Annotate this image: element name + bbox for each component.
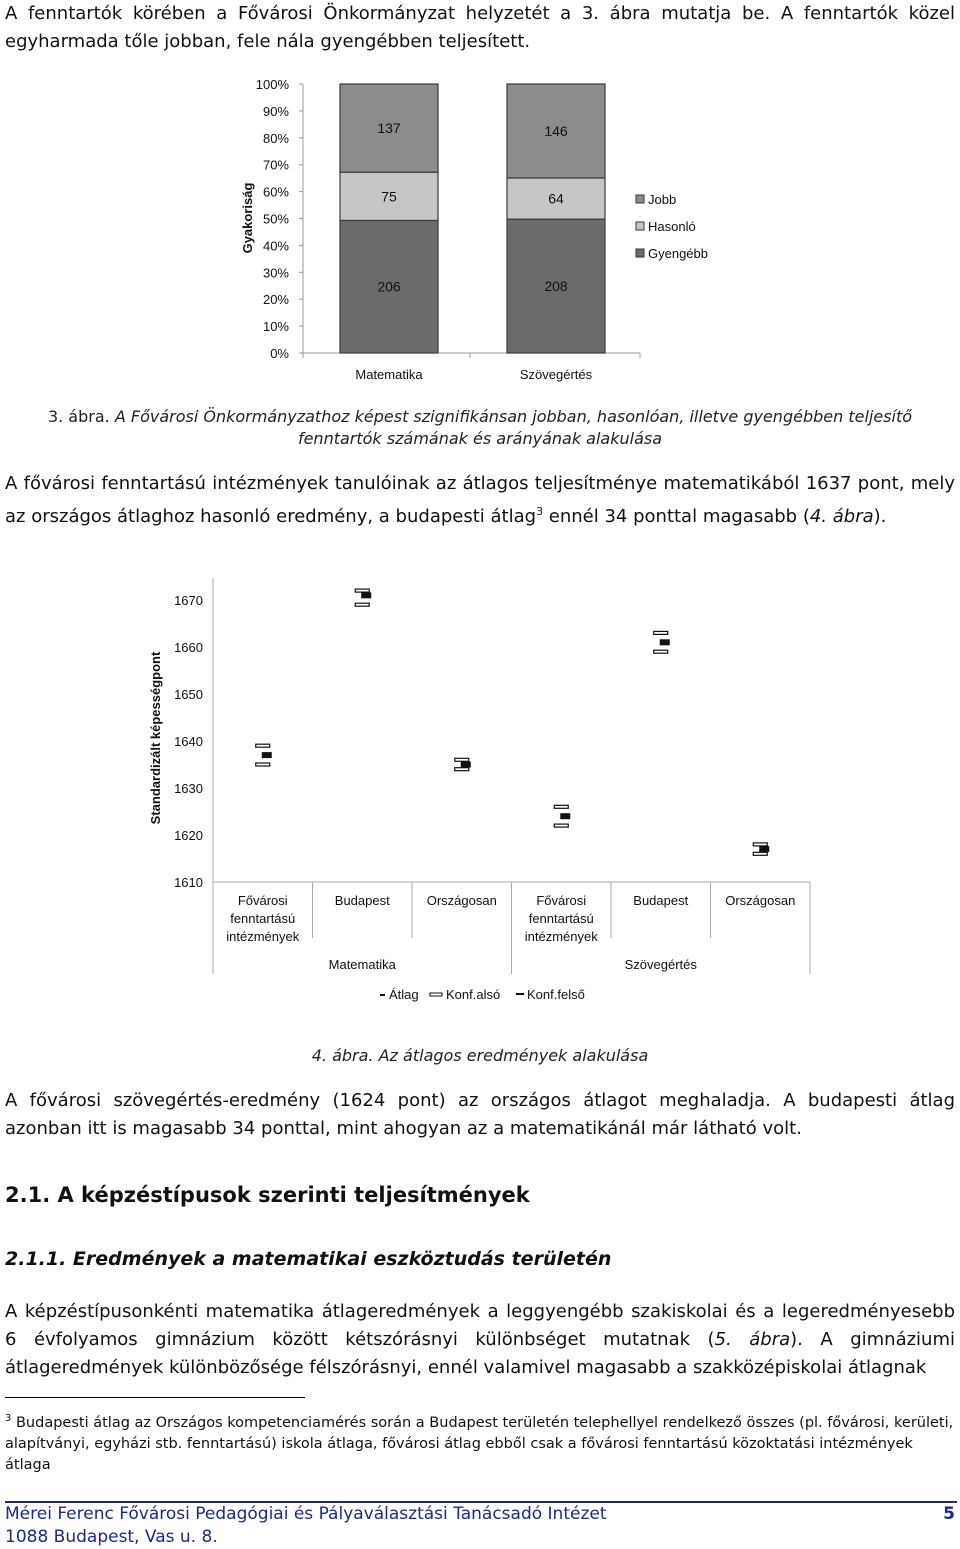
- chart1-data-label: 75: [381, 188, 397, 205]
- footnote-text: Budapesti átlag az Országos kompetenciamérés során a Budapest területén telephellyel rendelkező összes (pl. fővárosi, kerületi, alapítványi, egyházi stb. fenntartású) iskola átlaga, fővárosi átlag ebből csak a fővárosi fenntartású közoktatási intézmények átlaga: [5, 1415, 954, 1473]
- chart1-y-tick-label: 60%: [262, 184, 289, 200]
- chart1-y-tick-label: 100%: [255, 77, 289, 92]
- chart2-y-tick-label: 1620: [174, 828, 203, 843]
- chart1-data-label: 208: [544, 278, 568, 295]
- chart2-average-mark: [262, 752, 272, 758]
- chart2-category-label: Országosan: [426, 893, 497, 908]
- chart2-upper-bound-mark: [753, 843, 767, 846]
- footnote-ref: 3: [536, 505, 544, 518]
- chart2-average-mark: [361, 592, 371, 598]
- chart2-group-label: Szövegértés: [624, 957, 697, 972]
- intro-paragraph: A fenntartók körében a Fővárosi Önkormányzat helyzetét a 3. ábra mutatja be. A fenntartók közel egyharmada tőle jobban, fele nála gyengébben teljesített.: [5, 3, 955, 52]
- chart1-y-tick-label: 70%: [262, 157, 289, 173]
- paragraph-training-end: ). A gimnáziumi átlageredmények különbözősége félszórásnyi, ennél valamivel magasabb a szakközépiskolai átlagnak: [5, 1329, 955, 1378]
- chart2-category-label: Budapest: [633, 893, 689, 908]
- chart2-category-label: Országosan: [725, 893, 796, 908]
- chart1-y-tick-label: 0%: [270, 346, 289, 361]
- chart2-upper-bound-mark: [355, 589, 369, 592]
- chart2-legend-swatch-upper: [516, 993, 524, 995]
- paragraph-math-average: [5, 470, 955, 531]
- chart2-average-mark: [560, 813, 570, 819]
- paragraph-reading: A fővárosi szövegértés-eredmény (1624 pont) az országos átlagot meghaladja. A budapesti átlag azonban itt is magasabb 34 ponttal, mint ahogyan az a matematikánál már látható volt.: [5, 1090, 955, 1139]
- chart2-average-mark: [660, 639, 670, 645]
- chart2-category-label: fenntartású: [230, 911, 296, 926]
- chart2-y-tick-label: 1610: [174, 875, 203, 890]
- chart1-y-tick-label: 50%: [262, 211, 289, 227]
- chart2-upper-bound-mark: [256, 744, 270, 747]
- chart1-y-tick-label: 80%: [262, 130, 289, 146]
- figure4-caption-text: Az átlagos eredmények alakulása: [378, 1046, 649, 1065]
- chart2-lower-bound-mark: [753, 852, 767, 855]
- chart1-y-tick-label: 40%: [262, 238, 289, 254]
- figure4-caption-number: 4. ábra.: [311, 1046, 374, 1065]
- chart1-data-label: 137: [377, 120, 401, 137]
- chart2-average-mark: [759, 846, 769, 852]
- figure3-caption-number: 3. ábra.: [47, 407, 110, 426]
- figure5-ref: 5. ábra: [714, 1329, 791, 1350]
- paragraph-math-end: ).: [873, 506, 887, 527]
- chart2-category-label: Fővárosi: [237, 893, 288, 908]
- chart2-category-label: intézmények: [226, 929, 300, 944]
- chart2-lower-bound-mark: [256, 763, 270, 766]
- chart2-category-label: Budapest: [334, 893, 390, 908]
- chart2-category-label: intézmények: [524, 929, 598, 944]
- chart2-legend-label: Átlag: [389, 987, 419, 1002]
- subsection-heading: 2.1.1. Eredmények a matematikai eszköztudás területén: [5, 1248, 612, 1270]
- figure3-caption: [20, 406, 940, 450]
- chart1-y-axis-label: Gyakoriság: [240, 182, 255, 254]
- paragraph-training-types: [5, 1298, 955, 1382]
- chart1-legend-swatch: [636, 222, 644, 230]
- chart1-category-label: Matematika: [355, 367, 423, 382]
- chart1-data-label: 146: [544, 122, 568, 139]
- chart2-y-tick-label: 1650: [174, 687, 203, 702]
- chart-providers-comparison: [0, 0, 960, 390]
- page-number: 5: [943, 1504, 955, 1524]
- chart2-category-label: fenntartású: [528, 911, 594, 926]
- figure4-caption: [0, 1045, 960, 1067]
- chart-average-results: [0, 560, 960, 1010]
- chart1-data-label: 206: [377, 278, 401, 295]
- footnote-divider: [5, 1397, 305, 1398]
- chart1-legend-label: Gyengébb: [648, 246, 708, 261]
- chart1-data-label: 64: [548, 190, 564, 207]
- chart1-legend-label: Hasonló: [648, 219, 696, 234]
- chart2-lower-bound-mark: [455, 768, 469, 771]
- chart1-y-tick-label: 10%: [262, 319, 289, 335]
- chart2-category-label: Fővárosi: [536, 893, 587, 908]
- chart2-upper-bound-mark: [455, 758, 469, 761]
- chart2-legend-swatch-lower: [430, 993, 442, 996]
- footnote: [5, 1408, 955, 1476]
- page-footer: [5, 1503, 955, 1549]
- chart2-group-label: Matematika: [328, 957, 396, 972]
- chart1-category-label: Szövegértés: [519, 367, 593, 382]
- chart1-y-tick-label: 90%: [262, 103, 289, 119]
- chart2-legend-label: Konf.alsó: [446, 987, 501, 1002]
- paragraph-training-text: A képzéstípusonkénti matematika átlageredmények a leggyengébb szakiskolai és a legeredményesebb 6 évfolyamos gimnázium között kétszórásnyi különbséget mutatnak (: [5, 1301, 955, 1350]
- chart1-y-tick-label: 20%: [262, 292, 289, 308]
- chart2-y-tick-label: 1670: [174, 593, 203, 608]
- footer-institute: Mérei Ferenc Fővárosi Pedagógiai és Pályaválasztási Tanácsadó Intézet: [5, 1504, 607, 1524]
- chart2-y-tick-label: 1640: [174, 734, 203, 749]
- chart2-lower-bound-mark: [654, 650, 668, 653]
- chart2-lower-bound-mark: [554, 824, 568, 827]
- chart1-y-tick-label: 30%: [262, 265, 289, 281]
- chart2-legend-label: Konf.felső: [527, 987, 585, 1002]
- chart2-y-tick-label: 1660: [174, 640, 203, 655]
- footer-address: 1088 Budapest, Vas u. 8.: [5, 1527, 218, 1547]
- section-heading: 2.1. A képzéstípusok szerinti teljesítmények: [5, 1183, 530, 1207]
- chart1-legend-swatch: [636, 249, 644, 257]
- footnote-number: 3: [5, 1413, 12, 1424]
- paragraph-math-middle: ennél 34 ponttal magasabb (: [543, 506, 810, 527]
- chart2-y-tick-label: 1630: [174, 781, 203, 796]
- chart2-legend-swatch-average: [380, 994, 385, 996]
- figure3-caption-text: A Fővárosi Önkormányzathoz képest szignifikánsan jobban, hasonlóan, illetve gyengébben teljesítő fenntartók számának és arányának alakulása: [114, 407, 913, 448]
- chart2-lower-bound-mark: [355, 603, 369, 606]
- chart2-upper-bound-mark: [554, 805, 568, 808]
- paragraph-math-text: A fővárosi fenntartású intézmények tanulóinak az átlagos teljesítménye matematikából 1637 pont, mely az országos átlaghoz hasonló eredmény, a budapesti átlag: [5, 473, 955, 527]
- figure4-ref: 4. ábra: [809, 506, 874, 527]
- chart1-legend-label: Jobb: [648, 192, 677, 207]
- chart1-legend-swatch: [636, 195, 644, 203]
- chart2-y-axis-label: Standardizált képességpont: [148, 651, 163, 825]
- chart2-upper-bound-mark: [654, 631, 668, 634]
- chart2-average-mark: [461, 762, 471, 768]
